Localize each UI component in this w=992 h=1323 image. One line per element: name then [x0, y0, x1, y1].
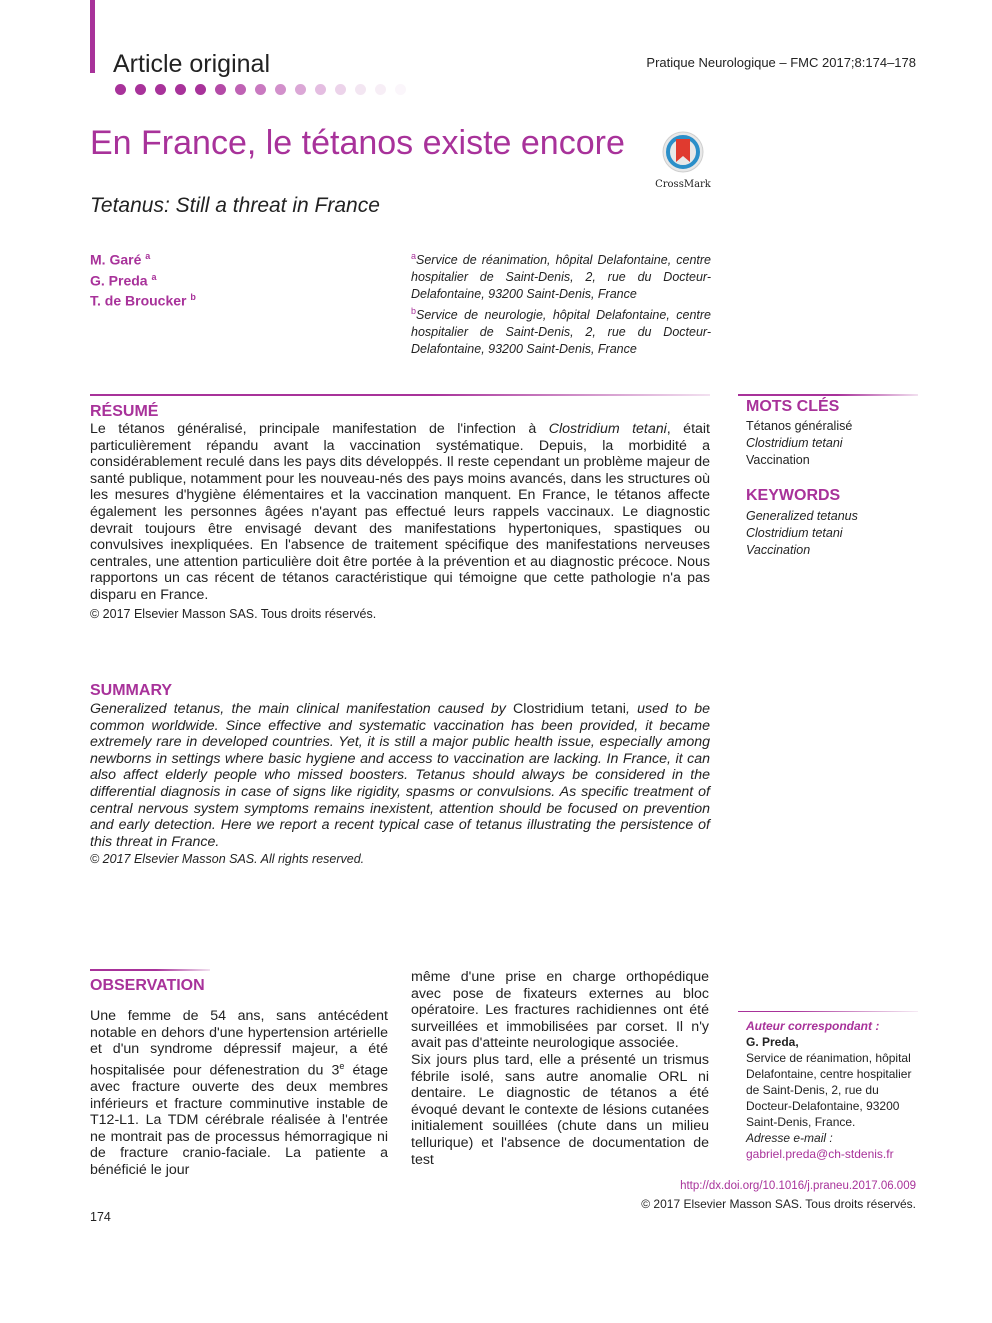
keyword-item: Tétanos généralisé	[746, 419, 853, 433]
affiliation: $^a$Service de réanimation, hôpital Delafontaine, centre hospitalier de Saint-Denis, 2, rue du Docteur-Delafontaine, 93200 Saint-Denis, France	[411, 251, 711, 302]
footer-copyright: © 2017 Elsevier Masson SAS. Tous droits réservés.	[641, 1197, 916, 1211]
author[interactable]: G. Preda $^a$	[90, 271, 157, 289]
observation-rule	[90, 969, 210, 971]
decorative-dot	[315, 84, 326, 95]
summary-heading: SUMMARY	[90, 682, 173, 699]
crossmark-label: CrossMark	[655, 179, 711, 190]
correspondence-name: G. Preda,	[746, 1035, 799, 1049]
decorative-dot	[335, 84, 346, 95]
correspondence-block	[746, 1018, 921, 1162]
observation-paragraph: Six jours plus tard, elle a présenté un trismus fébrile isolé, sans autre anomalie ORL ni dentaire. Le diagnostic de tétanos a été évoqué devant le contexte de lésions cutanées initialement souillées (chute dans un milieu tellurique) et l'absence de documentation de test	[411, 1051, 709, 1168]
article-type-label: Article original	[113, 50, 271, 78]
observation-paragraph: même d'une prise en charge orthopédique avec pose de fixateurs externes au bloc opératoire. Les fractures rachidiennes ont été surveillées et immobilisées par corset. Il n'y avait pas d'atteinte neurologique associée.	[411, 969, 709, 1052]
decorative-dot	[275, 84, 286, 95]
keyword-item: Generalized tetanus	[746, 509, 858, 523]
correspondence-label: Auteur correspondant :	[746, 1019, 880, 1033]
resume-text: Le tétanos généralisé, principale manifestation de l'infection à Clostridium tetani, était particulièrement répandu avant la vaccination systématique. Depuis, la morbidité a considérablement reculé dans les pays dits développés. Il reste cependant un problème majeur de santé publique, notamment pour les nouveau-nés des pays moins avancés, dans les structures où les mesures d'hygiène élémentaires et la vaccination manquent. En France, le tétanos affecte également les personnes âgées n'ayant pas effectué leurs rappels vaccinaux. Le diagnostic devrait toujours être envisagé devant des manifestations hypertoniques, spastiques ou convulsives inexpliquées. En l'absence de traitement spécifique des manifestations nerveuses centrales, une attention particulière doit être portée à la prévention et au diagnostic précoce. Nous rapportons un cas récent de tétanos caractéristique qui témoigne que cette pathologie n'a pas disparu en France.	[90, 421, 710, 603]
doi-link[interactable]: http://dx.doi.org/10.1016/j.praneu.2017.06.009	[680, 1180, 916, 1192]
keyword-item: Vaccination	[746, 543, 811, 557]
decorative-dot	[375, 84, 386, 95]
decorative-dot	[115, 84, 126, 95]
resume-heading: RÉSUMÉ	[90, 403, 159, 420]
decorative-dot	[395, 84, 406, 95]
mots-cles-heading: MOTS CLÉS	[746, 398, 840, 415]
keywords-heading: KEYWORDS	[746, 487, 841, 504]
observation-heading: OBSERVATION	[90, 977, 205, 994]
keyword-item: Clostridium tetani	[746, 436, 843, 450]
crossmark-icon	[661, 130, 705, 174]
decorative-dot	[135, 84, 146, 95]
affiliations	[411, 248, 711, 358]
decorative-dot	[195, 84, 206, 95]
author[interactable]: M. Garé $^a$	[90, 251, 151, 268]
summary-text: Generalized tetanus, the main clinical manifestation caused by Clostridium tetani, used to be common worldwide. Since effective and systematic vaccination has been provided, it became extremely rare in developed countries. Yet, it is still a major public health issue, especially among newborns in settings where basic hygiene and access to vaccination are lacking. In France, it can also affect elderly people who missed boosters. Tetanus should always be considered in the differential diagnosis in case of signs like rigidity, spasms or convulsions. As specific treatment of central nervous system symptoms remains inexistent, attention should be focused on prevention and early detection. Here we report a recent typical case of tetanus illustrating the persistence of this threat in France.	[90, 701, 710, 850]
journal-reference: Pratique Neurologique – FMC 2017;8:174–178	[646, 55, 916, 70]
mots-cles-list	[746, 418, 852, 469]
decorative-dot	[255, 84, 266, 95]
decorative-dot	[215, 84, 226, 95]
author-list	[90, 248, 196, 310]
observation-column-2	[411, 969, 709, 1168]
affiliation: $^b$Service de neurologie, hôpital Delafontaine, centre hospitalier de Saint-Denis, 2, rue du Docteur-Delafontaine, 93200 Saint-Denis, France	[411, 306, 711, 357]
keyword-item: Clostridium tetani	[746, 526, 843, 540]
decorative-dot	[175, 84, 186, 95]
header-accent-bar	[90, 0, 95, 73]
resume-copyright: © 2017 Elsevier Masson SAS. Tous droits réservés.	[90, 607, 377, 621]
observation-column-1: Une femme de 54 ans, sans antécédent notable en dehors d'une hypertension artérielle et d'un syndrome dépressif majeur, a été hospitalisée pour défenestration du 3e étage avec fracture ouverte des deux membres inférieurs et fracture comminutive instable de T12-L1. La TDM cérébrale réalisée à l'entrée ne montrait pas de processus hémorragique ni de fracture cranio-faciale. La patiente a bénéficié le jour	[90, 1008, 388, 1179]
resume-rule	[90, 394, 710, 396]
article-subtitle: Tetanus: Still a threat in France	[90, 194, 380, 217]
decorative-dot-row	[115, 84, 406, 95]
decorative-dot	[235, 84, 246, 95]
email-link[interactable]: gabriel.preda@ch-stdenis.fr	[746, 1147, 894, 1161]
keywords-list	[746, 508, 858, 559]
email-label: Adresse e-mail :	[746, 1131, 833, 1145]
correspondence-address: Service de réanimation, hôpital Delafontaine, centre hospitalier de Saint-Denis, 2, rue du Docteur-Delafontaine, 93200 Saint-Denis, France.	[746, 1051, 912, 1129]
correspondence-rule	[738, 1011, 918, 1012]
keywords-rule	[738, 394, 918, 396]
page-number: 174	[90, 1210, 111, 1224]
decorative-dot	[355, 84, 366, 95]
keyword-item: Vaccination	[746, 453, 810, 467]
author[interactable]: T. de Broucker $^b$	[90, 292, 196, 309]
decorative-dot	[155, 84, 166, 95]
crossmark-badge[interactable]	[655, 130, 711, 190]
summary-copyright: © 2017 Elsevier Masson SAS. All rights reserved.	[90, 852, 365, 866]
article-title: En France, le tétanos existe encore	[90, 124, 625, 162]
decorative-dot	[295, 84, 306, 95]
